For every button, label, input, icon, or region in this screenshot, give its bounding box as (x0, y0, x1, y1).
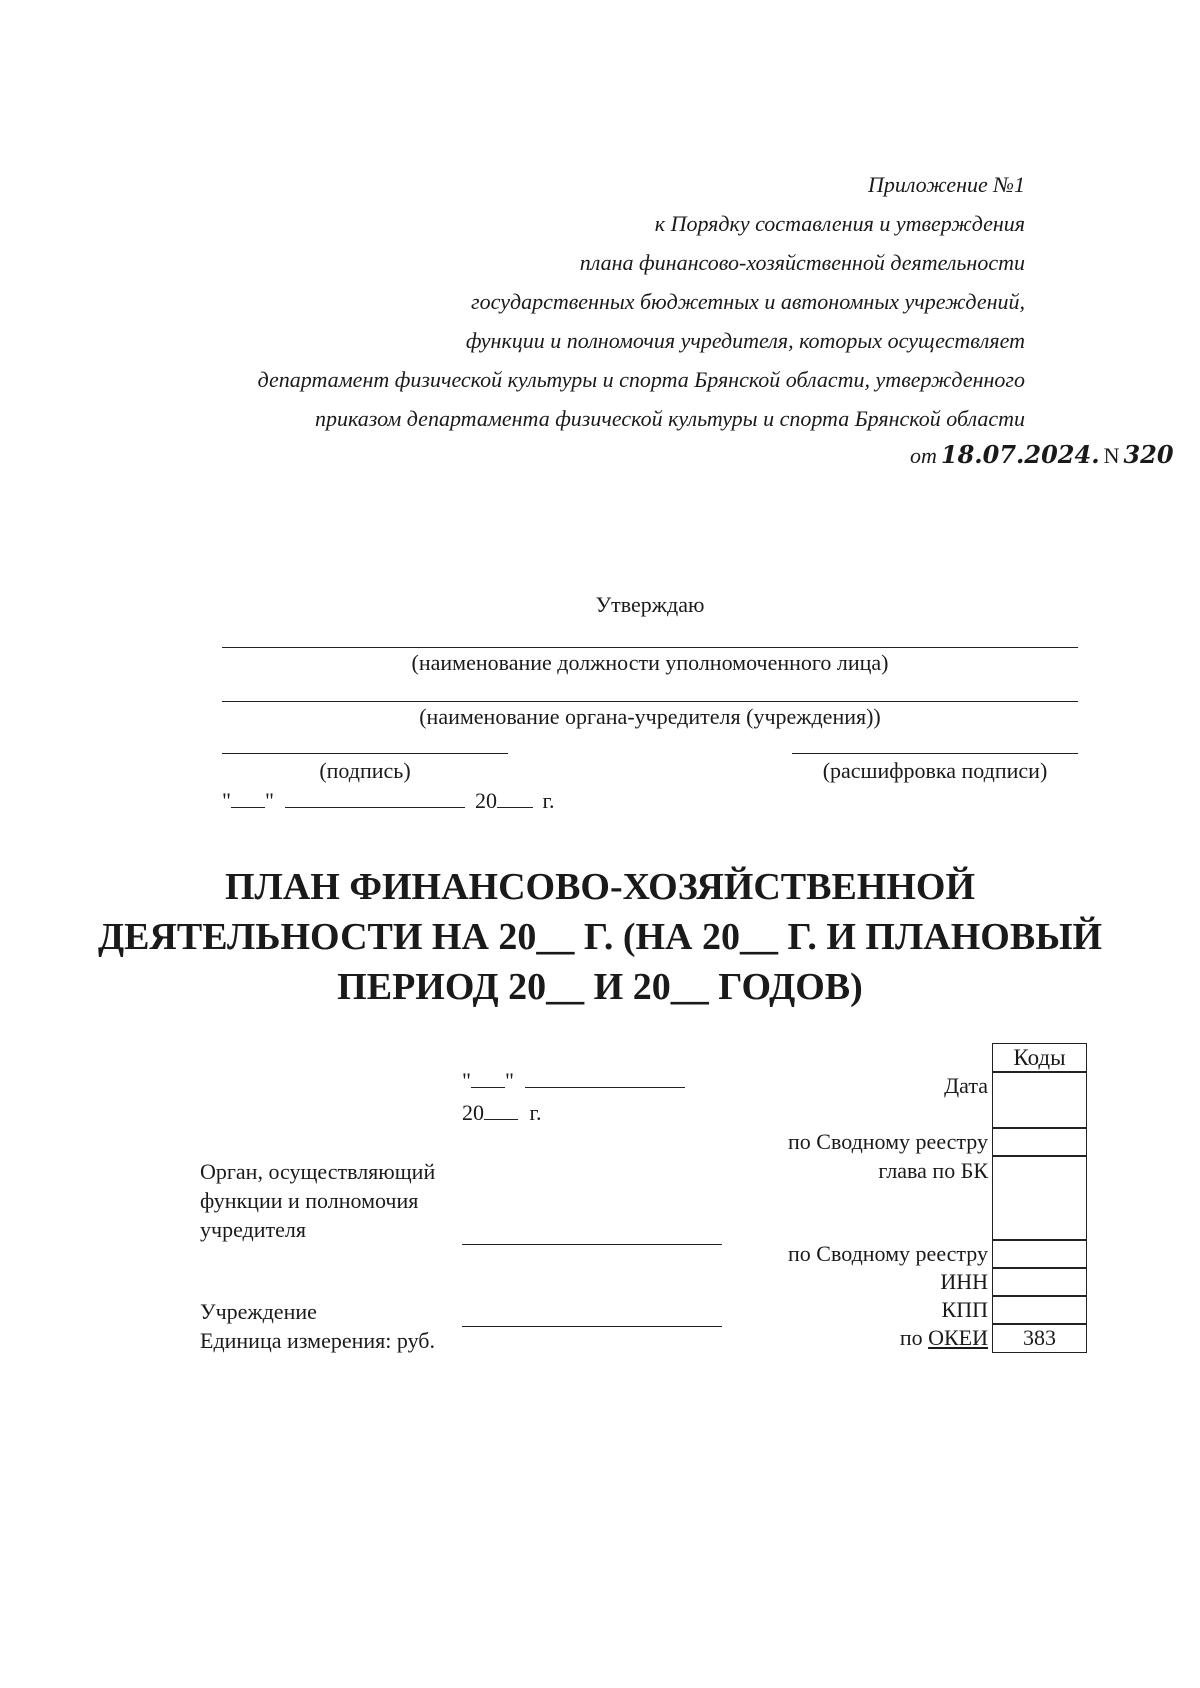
form-date (462, 1068, 685, 1094)
quote-close: " (504, 1068, 514, 1093)
appendix-line: плана финансово-хозяйственной деятельности (579, 250, 1025, 275)
code-kpp-cell (992, 1295, 1087, 1325)
year-prefix: 20 (462, 1100, 484, 1125)
month-blank (285, 806, 465, 808)
code-registry1-cell (992, 1127, 1087, 1157)
year-blank (484, 1118, 518, 1120)
registry1-label: по Сводному реестру (788, 1129, 988, 1154)
signature-caption: (подпись) (319, 758, 411, 783)
date-label: Дата (944, 1073, 988, 1098)
organ-caption: (наименование органа-учредителя (учреждения)) (419, 704, 881, 729)
organ-label-line1: Орган, осуществляющий (200, 1159, 436, 1184)
form-year (462, 1100, 542, 1126)
document-title-line3: ПЕРИОД 20__ И 20__ ГОДОВ) (337, 966, 863, 1008)
position-caption: (наименование должности уполномоченного лица) (411, 650, 889, 675)
document-title-line1: ПЛАН ФИНАНСОВО-ХОЗЯЙСТВЕННОЙ (224, 866, 976, 908)
appendix-line: функции и полномочия учредителя, которых осуществляет (465, 328, 1025, 353)
signature-line (222, 753, 508, 754)
number-prefix: N (1103, 443, 1120, 468)
appendix-line: государственных бюджетных и автономных учреждений, (471, 289, 1025, 314)
day-blank (471, 1086, 505, 1088)
chapter-bk-label: глава по БК (878, 1158, 988, 1183)
year-suffix: г. (529, 1100, 542, 1125)
organ-name-line (462, 1244, 722, 1245)
code-chapter-bk-cell (992, 1155, 1087, 1241)
date-prefix: от (910, 443, 937, 468)
year-prefix: 20 (474, 788, 497, 813)
position-line (222, 647, 1078, 648)
organ-label-line3: учредителя (200, 1217, 306, 1242)
appendix-line: к Порядку составления и утверждения (654, 211, 1025, 236)
institution-label: Учреждение (200, 1299, 317, 1324)
approval-heading: Утверждаю (595, 592, 705, 617)
organ-label-line2: функции и полномочия (200, 1188, 419, 1213)
organ-line (222, 701, 1078, 702)
quote-close: " (264, 788, 274, 813)
code-inn-cell (992, 1267, 1087, 1297)
handwritten-number: 320 (1123, 440, 1174, 469)
year-blank (497, 806, 533, 808)
appendix-line: приказом департамента физической культуры и спорта Брянской области (315, 406, 1025, 431)
document-title-line2: ДЕЯТЕЛЬНОСТИ НА 20__ Г. (НА 20__ Г. И ПЛАНОВЫЙ (97, 916, 1103, 958)
year-suffix: г. (542, 788, 555, 813)
appendix-order-date (910, 440, 1174, 469)
appendix-line: департамент физической культуры и спорта Брянской области, утвержденного (257, 367, 1025, 392)
code-okei-cell: 383 (992, 1323, 1087, 1353)
registry2-label: по Сводному реестру (788, 1241, 988, 1266)
approval-date (222, 788, 555, 814)
month-blank (525, 1086, 685, 1088)
quote-open: " (222, 788, 231, 813)
code-date-cell (992, 1071, 1087, 1129)
inn-label: ИНН (940, 1269, 988, 1294)
decoding-caption: (расшифровка подписи) (822, 758, 1048, 783)
quote-open: " (462, 1068, 471, 1093)
decoding-line (792, 753, 1078, 754)
okei-prefix: по (899, 1325, 923, 1350)
handwritten-date: 18.07.2024. (940, 440, 1100, 469)
codes-header: Коды (992, 1043, 1087, 1073)
appendix-title: Приложение №1 (867, 172, 1025, 197)
code-registry2-cell (992, 1239, 1087, 1269)
kpp-label: КПП (941, 1297, 988, 1322)
day-blank (231, 806, 265, 808)
institution-name-line (462, 1326, 722, 1327)
okei-label (900, 1325, 988, 1351)
unit-label: Единица измерения: руб. (200, 1328, 435, 1353)
okei-link: ОКЕИ (928, 1325, 988, 1350)
